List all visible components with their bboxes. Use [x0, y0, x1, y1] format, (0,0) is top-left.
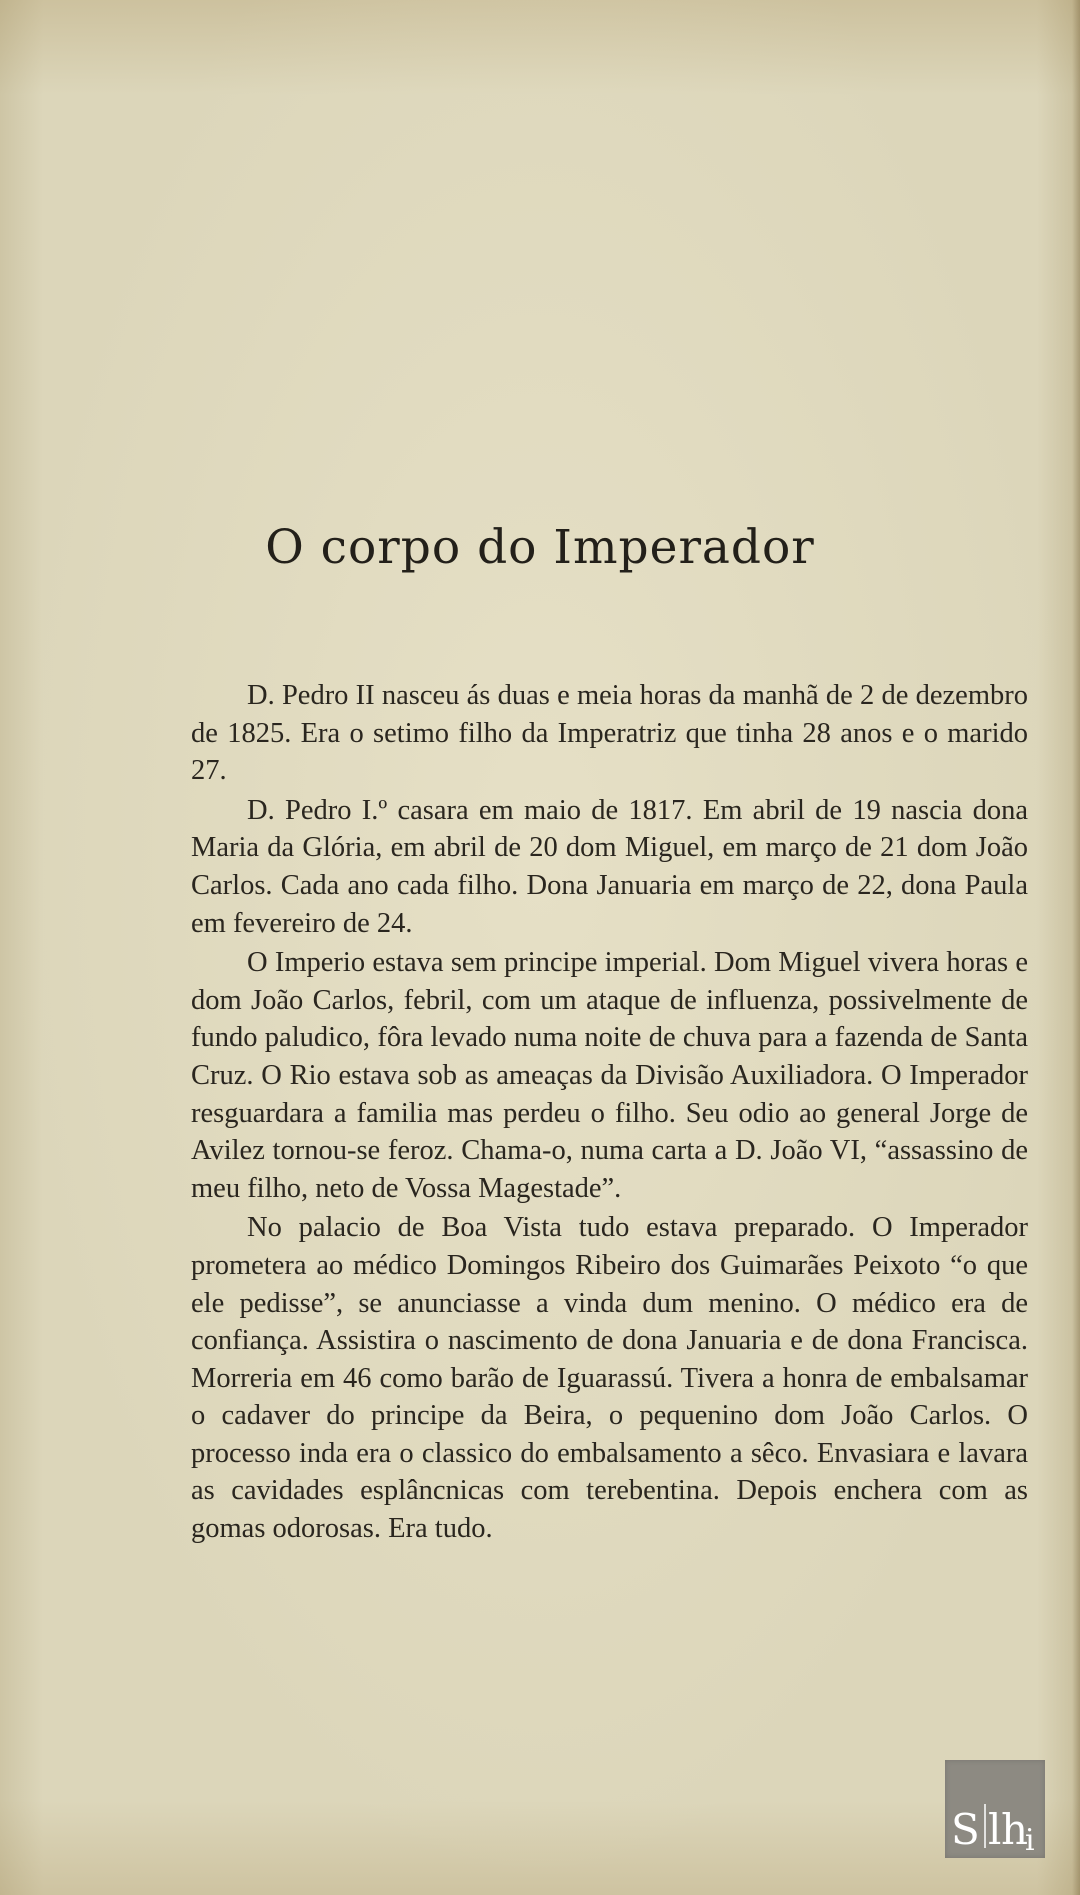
- paragraph-3: O Imperio estava sem principe imperial. Dom Miguel vivera horas e dom João Carlos, febril, com um ataque de influenza, possivelmente de fundo paludico, fôra levado numa noite de chuva para a fazenda de Santa Cruz. O Rio estava sob as ameaças da Divisão Auxiliadora. O Imperador resguardara a familia mas perdeu o filho. Seu odio ao general Jorge de Avilez tornou-se feroz. Chama-o, numa carta a D. João VI, “assassino de meu filho, neto de Vossa Magestade”.: [191, 947, 1028, 1204]
- page-edge-shadow: [1072, 0, 1080, 1895]
- paragraph-2: D. Pedro I.º casara em maio de 1817. Em abril de 19 nascia dona Maria da Glória, em abril de 20 dom Miguel, em março de 21 dom João Carlos. Cada ano cada filho. Dona Januaria em março de 22, dona Paula em fevereiro de 24.: [191, 794, 1028, 939]
- svg-text:h: h: [1001, 1805, 1029, 1854]
- svg-text:i: i: [1025, 1823, 1035, 1858]
- svg-text:l: l: [988, 1805, 1002, 1854]
- chapter-body: [191, 677, 1028, 1550]
- svg-text:S: S: [951, 1805, 980, 1854]
- slhi-watermark-logo: [945, 1760, 1045, 1858]
- slhi-logo-icon: [945, 1760, 1045, 1858]
- chapter-title: O corpo do Imperador: [265, 520, 815, 575]
- paragraph-1: D. Pedro II nasceu ás duas e meia horas da manhã de 2 de dezembro de 1825. Era o setimo filho da Imperatriz que tinha 28 anos e o marido 27.: [191, 680, 1028, 787]
- paragraph-4: No palacio de Boa Vista tudo estava preparado. O Imperador prometera ao médico Domingos Ribeiro dos Guimarães Peixoto “o que ele pedisse”, se anunciasse a vinda dum menino. O médico era de confiança. Assistira o nascimento de dona Januaria e de dona Francisca. Morreria em 46 como barão de Iguarassú. Tivera a honra de embalsamar o cadaver do principe da Beira, o pequenino dom João Carlos. O processo inda era o classico do embalsamento a sêco. Envasiara e lavara as cavidades esplâncnicas com terebentina. Depois enchera com as gomas odorosas. Era tudo.: [191, 1212, 1028, 1545]
